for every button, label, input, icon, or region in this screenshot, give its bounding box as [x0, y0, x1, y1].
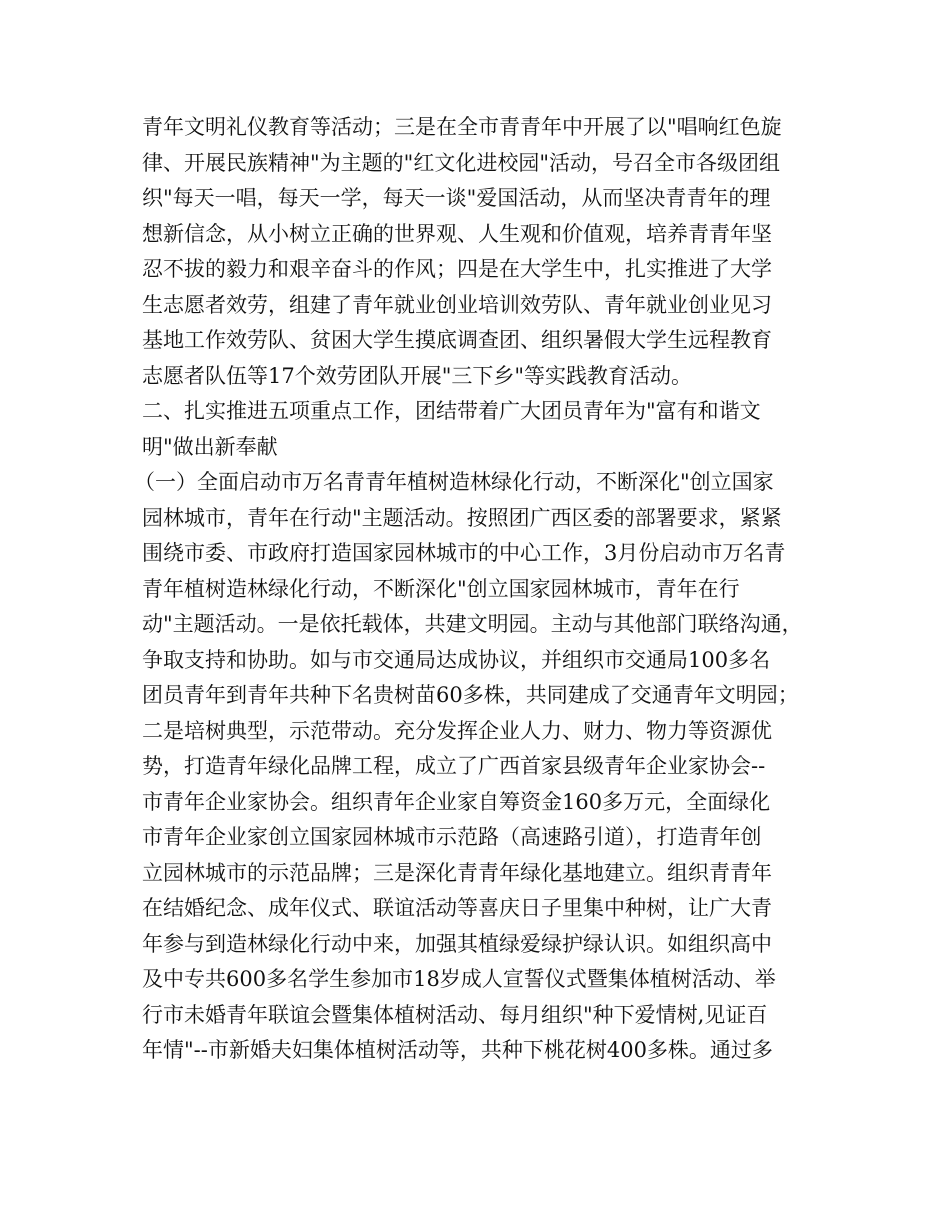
text-line: 织"每天一唱，每天一学，每天一谈"爱国活动，从而坚决青青年的理 — [142, 186, 771, 210]
text-line: 园林城市，青年在行动"主题活动。按照团广西区委的部署要求，紧紧 — [142, 505, 782, 530]
text-line: 律、开展民族精神"为主题的"红文化进校园"活动，号召全市各级团组 — [142, 150, 780, 175]
text-line: 市青年企业家创立国家园林城市示范路（高速路引道），打造青年创 — [142, 825, 762, 849]
text-line: 想新信念，从小树立正确的世界观、人生观和价值观，培养青青年坚 — [142, 221, 772, 246]
text-line: 行市未婚青年联谊会暨集体植树活动、每月组织"种下爱情树,见证百 — [142, 1002, 768, 1027]
text-line: 年参与到造林绿化行动中来，加强其植绿爱绿护绿认识。如组织高中 — [142, 931, 772, 956]
text-line: 及中专共600多名学生参加市18岁成人宣誓仪式暨集体植树活动、举 — [142, 967, 776, 991]
text-line: 动"主题活动。一是依托载体，共建文明园。主动与其他部门联络沟通， — [142, 612, 803, 636]
text-line: 在结婚纪念、成年仪式、联谊活动等喜庆日子里集中种树，让广大青 — [142, 896, 772, 920]
text-line: 忍不拔的毅力和艰辛奋斗的作风；四是在大学生中，扎实推进了大学 — [142, 257, 772, 281]
text-line: 志愿者队伍等17个效劳团队开展"三下乡"等实践教育活动。 — [142, 363, 693, 388]
section-heading-line: 二、扎实推进五项重点工作，团结带着广大团员青年为"富有和谐文 — [142, 399, 761, 423]
text-line: 争取支持和协助。如与市交通局达成协议，并组织市交通局100多名 — [142, 647, 771, 672]
subsection-heading-line: （一）全面启动市万名青青年植树造林绿化行动，不断深化"创立国家 — [134, 470, 774, 494]
text-line: 围绕市委、市政府打造国家园林城市的中心工作，3月份启动市万名青 — [142, 541, 786, 565]
text-line: 势，打造青年绿化品牌工程，成立了广西首家县级青年企业家协会-- — [142, 754, 766, 778]
text-line: 立园林城市的示范品牌；三是深化青青年绿化基地建立。组织青青年 — [142, 860, 772, 885]
text-line: 生志愿者效劳，组建了青年就业创业培训效劳队、青年就业创业见习 — [142, 292, 772, 317]
text-line: 团员青年到青年共种下名贵树苗60多株，共同建成了交通青年文明园； — [142, 683, 799, 707]
text-line: 青年文明礼仪教育等活动；三是在全市青青年中开展了以"唱响红色旋 — [142, 115, 782, 139]
text-line: 基地工作效劳队、贫困大学生摸底调查团、组织暑假大学生远程教育 — [142, 328, 772, 352]
text-line: 二是培树典型，示范带动。充分发挥企业人力、财力、物力等资源优 — [142, 718, 772, 743]
body-text — [134, 110, 842, 1069]
text-line: 年情"--市新婚夫妇集体植树活动等，共种下桃花树400多株。通过多 — [142, 1038, 773, 1062]
section-heading-line: 明"做出新奉献 — [142, 434, 278, 459]
text-line: 青年植树造林绿化行动，不断深化"创立国家园林城市，青年在行 — [142, 576, 740, 601]
text-line: 市青年企业家协会。组织青年企业家自筹资金160多万元，全面绿化 — [142, 789, 771, 814]
